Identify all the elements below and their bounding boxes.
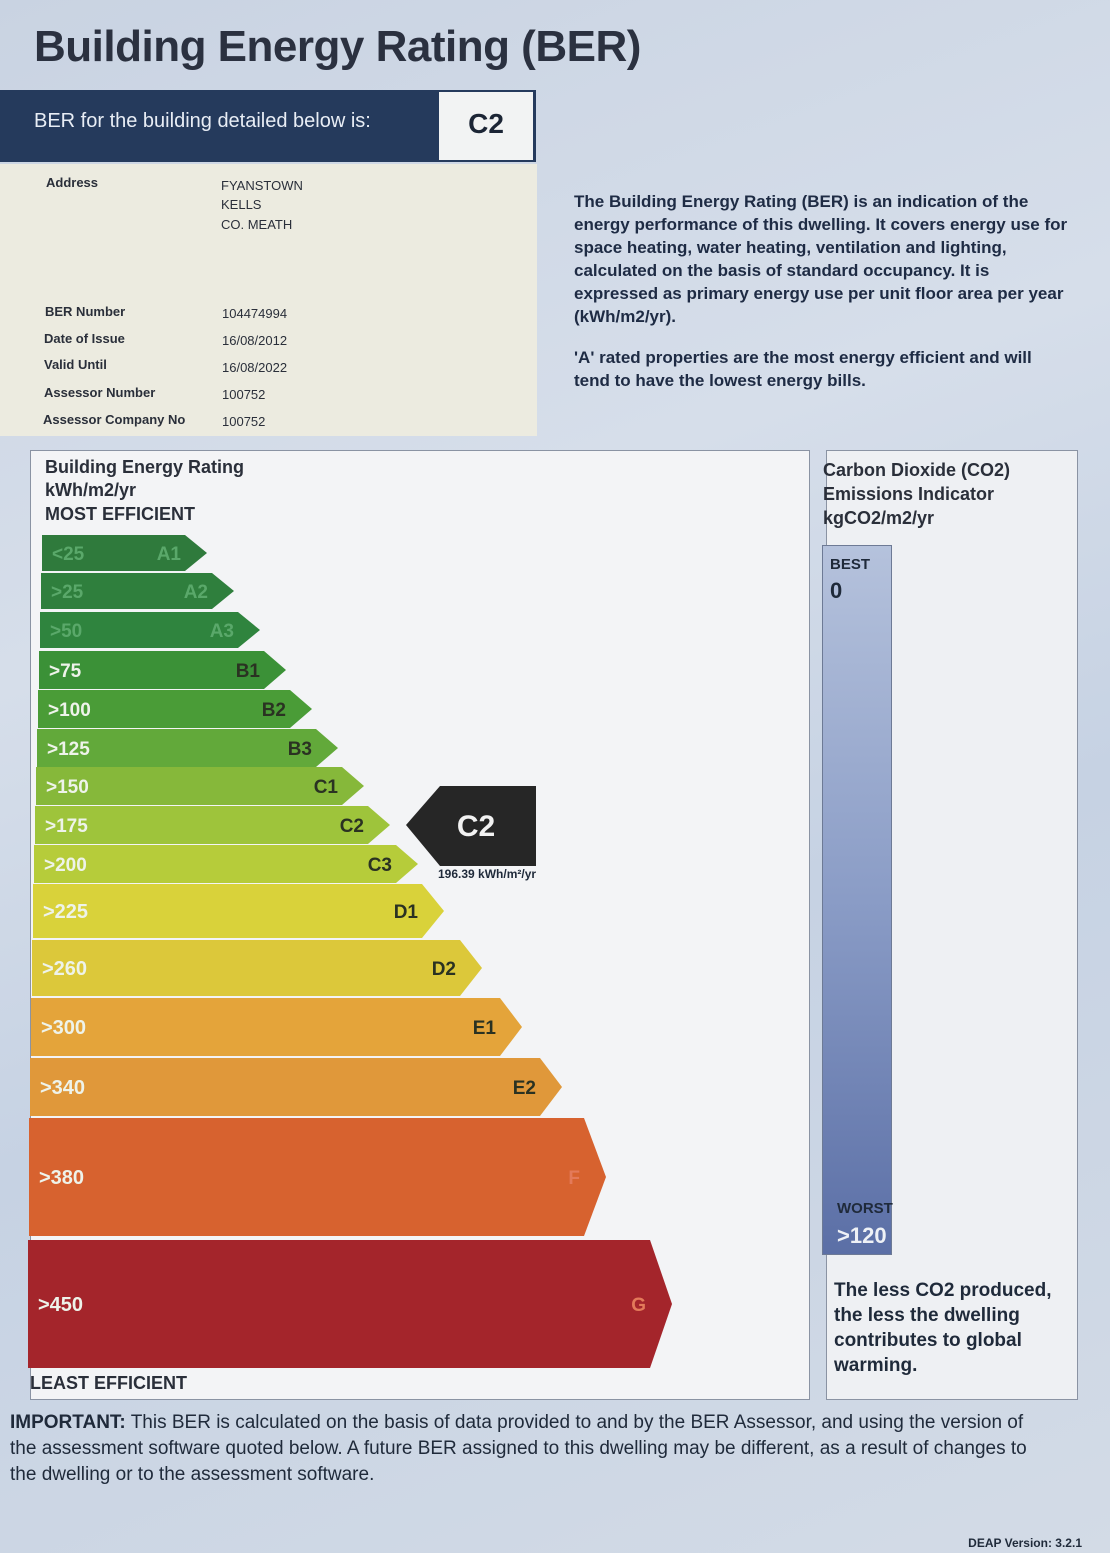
date-of-issue-label: Date of Issue	[44, 331, 125, 346]
band-grade-label: E2	[512, 1078, 536, 1099]
band-range-label: <25	[52, 544, 85, 565]
band-range-label: >50	[50, 621, 83, 642]
address-line: FYANSTOWN	[221, 178, 303, 193]
ber-description: The Building Energy Rating (BER) is an indication of the energy performance of this dwelling. It covers energy use for space heating, water heating, ventilation and lighting, calculated on the basis of standard occupancy. It is expressed as primary energy use per unit floor area per year (kWh/m2/yr).	[574, 192, 1068, 326]
band-range-label: >100	[48, 700, 91, 721]
band-grade-label: B2	[261, 700, 286, 721]
ber-number-label: BER Number	[45, 304, 126, 319]
band-grade-label: A2	[183, 582, 208, 603]
deap-version: DEAP Version: 3.2.1	[968, 1536, 1082, 1550]
band-grade-label: B3	[287, 739, 312, 760]
band-grade-label: C1	[313, 777, 338, 798]
band-grade-label: C2	[339, 816, 364, 837]
band-grade-label: G	[631, 1295, 646, 1316]
a-rating-note: 'A' rated properties are the most energy efficient and will tend to have the lowest energy bills.	[574, 348, 1032, 390]
band-range-label: >25	[51, 582, 84, 603]
least-efficient-label: LEAST EFFICIENT	[30, 1373, 187, 1393]
rating-band-e2	[30, 1058, 562, 1116]
rating-band-c2	[35, 806, 390, 844]
most-efficient-label: MOST EFFICIENT	[45, 504, 195, 524]
band-grade-label: D1	[393, 902, 418, 923]
rating-band-d1	[33, 884, 444, 938]
band-grade-label: C3	[367, 855, 392, 876]
band-range-label: >450	[38, 1294, 84, 1316]
band-range-label: >125	[47, 739, 90, 760]
co2-best-value: 0	[830, 578, 843, 603]
rating-band-f	[29, 1118, 606, 1236]
important-label: IMPORTANT:	[10, 1412, 126, 1433]
ber-indicator-value: 196.39 kWh/m²/yr	[438, 867, 537, 881]
address-line: KELLS	[221, 197, 262, 212]
band-range-label: >380	[39, 1167, 85, 1189]
band-grade-label: A3	[209, 621, 234, 642]
valid-until-label: Valid Until	[44, 357, 107, 372]
co2-note: The less CO2 produced, the less the dwelling contributes to global warming.	[834, 1280, 1052, 1376]
co2-worst-label: WORST	[837, 1200, 893, 1217]
band-range-label: >175	[45, 816, 88, 837]
band-range-label: >300	[41, 1017, 87, 1039]
co2-unit: kgCO2/m2/yr	[823, 508, 935, 528]
ber-rating-value: C2	[468, 108, 504, 139]
band-range-label: >150	[46, 777, 89, 798]
band-grade-label: A1	[156, 544, 181, 565]
rating-band-g	[28, 1240, 672, 1368]
band-range-label: >340	[40, 1077, 86, 1099]
address-line: CO. MEATH	[221, 217, 293, 232]
ber-number-value: 104474994	[222, 306, 288, 321]
assessor-company-value: 100752	[222, 414, 266, 429]
important-text: This BER is calculated on the basis of data provided to and by the BER Assessor, and using the version of the assessment software quoted below. A future BER assigned to this dwelling may be different, as a result of changes to the dwelling or to the assessment software.	[10, 1412, 1027, 1485]
assessor-company-label: Assessor Company No	[43, 412, 186, 427]
assessor-number-label: Assessor Number	[44, 385, 156, 400]
valid-until-value: 16/08/2022	[222, 360, 288, 375]
band-range-label: >200	[44, 855, 87, 876]
important-notice	[10, 1410, 1050, 1488]
rating-unit: kWh/m2/yr	[45, 480, 137, 500]
rating-band-d2	[32, 940, 482, 996]
co2-heading: Carbon Dioxide (CO2)	[823, 460, 1011, 480]
rating-band-e1	[31, 998, 522, 1056]
band-grade-label: F	[568, 1168, 580, 1189]
rating-band-c3	[34, 845, 418, 883]
co2-best-label: BEST	[830, 556, 871, 573]
band-grade-label: D2	[431, 959, 456, 980]
band-grade-label: E1	[472, 1018, 496, 1039]
band-range-label: >225	[43, 901, 89, 923]
page-title: Building Energy Rating (BER)	[34, 22, 641, 71]
ber-indicator-grade: C2	[456, 810, 496, 843]
band-range-label: >260	[42, 958, 88, 980]
co2-subheading: Emissions Indicator	[823, 484, 995, 504]
assessor-number-value: 100752	[222, 387, 266, 402]
co2-scale-bar	[822, 545, 892, 1255]
ber-header-label: BER for the building detailed below is:	[34, 110, 371, 132]
band-grade-label: B1	[235, 661, 260, 682]
rating-heading: Building Energy Rating	[45, 457, 245, 477]
address-label: Address	[46, 175, 99, 190]
date-of-issue-value: 16/08/2012	[222, 333, 288, 348]
co2-worst-value: >120	[837, 1223, 887, 1248]
band-range-label: >75	[49, 661, 82, 682]
